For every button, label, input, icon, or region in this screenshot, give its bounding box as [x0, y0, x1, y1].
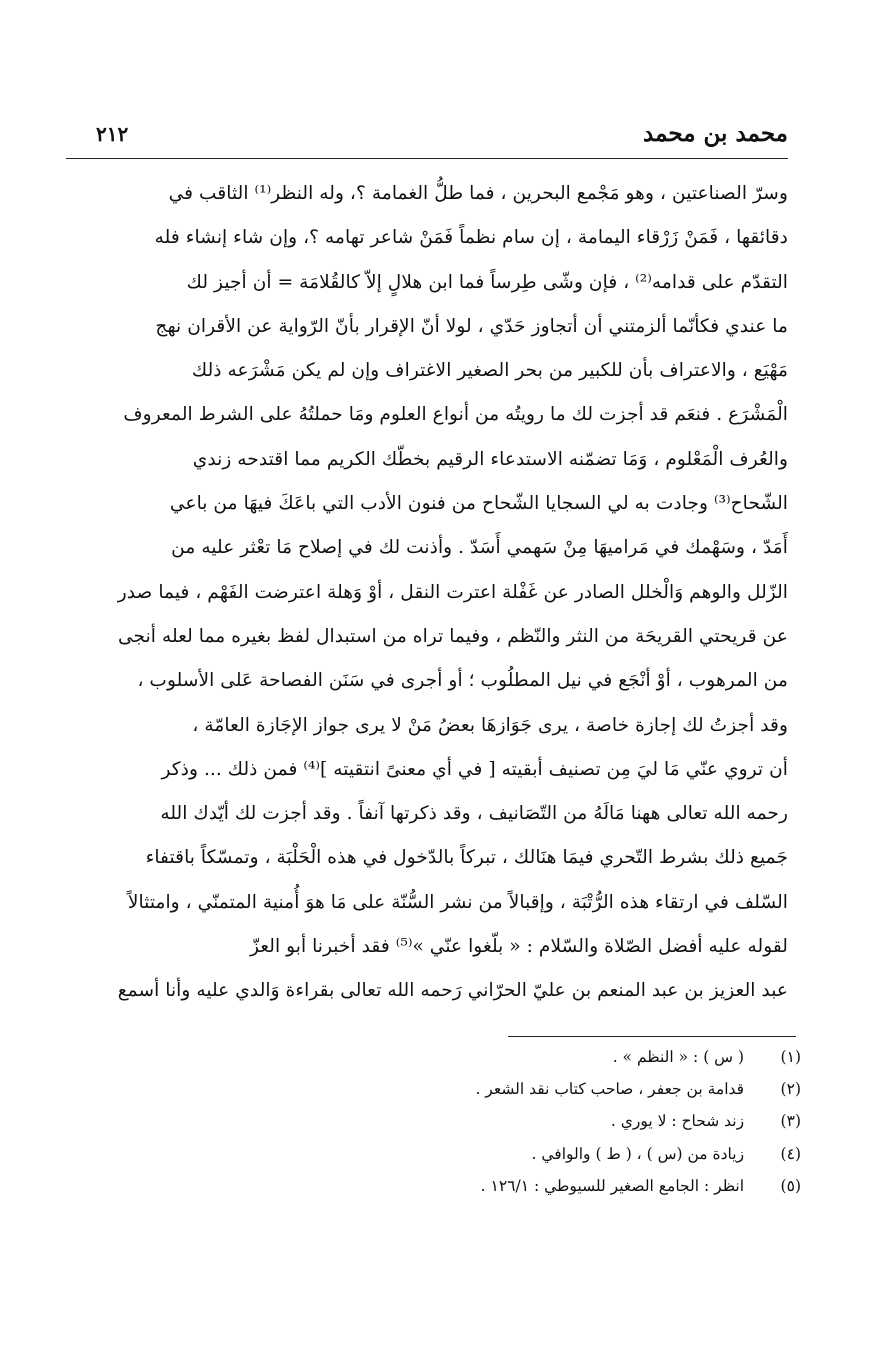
body-line: الزّلل والوهم وَالْخلل الصادر عن غَفْلة اعترت النقل ، أوْ وَهلة اعترضت الفَهْم ، فيما صدر — [117, 581, 788, 603]
body-line: الْمَشْرَع . فنعَم قد أجزت لك ما رويتُه من أنواع العلوم ومَا حملتُهُ على الشرط المعروف — [123, 404, 788, 426]
footnote-text: زيادة من (س ) ، ( ط ) والوافي . — [531, 1144, 745, 1163]
running-title: محمد بن محمد — [643, 120, 788, 147]
body-line: عبد العزيز بن عبد المنعم بن عليّ الحرّاني رَحمه الله تعالى بقراءة وَالدي عليه وأنا أسمع — [117, 980, 788, 1002]
body-line: وقد أجزتُ لك إجازة خاصة ، يرى جَوَازهَا بعضُ مَنْ لا يرى جواز الإجَازة العامّة ، — [192, 714, 788, 736]
footnote-number: (١) — [780, 1048, 801, 1066]
footnotes — [66, 1041, 801, 1202]
footnote-item — [66, 1138, 801, 1170]
footnote-number: (٥) — [780, 1176, 801, 1195]
body-line: السّلف في ارتقاء هذه الرُّتْبَة ، وإقبالاً من نشر السُّنّة على مَا هوَ أُمنية المتمنّي ، وامتثالاً — [127, 891, 788, 913]
body-line: من المرهوب ، أوْ أنْجَع في نيل المطلُوب ؛ أو أجرى في سَنَن الفصاحة عَلى الأسلوب ، — [137, 670, 788, 692]
footnote-number: (٢) — [780, 1080, 801, 1099]
footnote-text: انظر : الجامع الصغير للسيوطي : ١٢٦/١ . — [480, 1176, 745, 1195]
footnote-text: قدامة بن جعفر ، صاحب كتاب نقد الشعر . — [475, 1080, 745, 1099]
body-line: أَمَدّ ، وسَهْمك في مَراميهَا مِنْ سَهمي أَسَدّ . وأذنت لك في إصلاح مَا تعْثر عليه من — [171, 537, 788, 559]
body-line: والعُرف الْمَعْلوم ، وَمَا تضمّنه الاستدعاء الرقيم بخطّك الكريم مما اقتدحه زندي — [192, 448, 788, 470]
body-text — [66, 172, 788, 1014]
body-line: دقائقها ، فَمَنْ زَرْقاء اليمامة ، إن سام نظماً فَمَنْ شاعر تهامه ؟، وإن شاء إنشاء فله — [154, 227, 788, 249]
body-line: أن تروي عنّي مَا ليَ مِن تصنيف أبقيته [ في أي معنىً انتقيته ]⁽⁴⁾ فمن ذلك ... وذكر — [161, 758, 788, 780]
footnote-item — [66, 1073, 801, 1105]
page-number: ٢١٢ — [96, 122, 129, 146]
footnote-text: زند شحاح : لا يوري . — [610, 1112, 745, 1131]
footnote-separator — [508, 1036, 796, 1037]
footnote-number: (٤) — [780, 1144, 801, 1163]
body-line: ما عندي فكأنّما ألزمتني أن أتجاوز حَدّي ، لولا أنّ الإقرار بأنّ الرّواية عن الأقران نهج — [155, 315, 788, 337]
footnote-item — [66, 1041, 801, 1073]
body-line: لقوله عليه أفضل الصّلاة والسّلام : « بلّغوا عنّي »⁽⁵⁾ فقد أخبرنا أبو العزّ — [249, 936, 788, 958]
body-line: رحمه الله تعالى ههنا مَالَهُ من التّصَانيف ، وقد ذكرتها آنفاً . وقد أجزت لك أيّدك الله — [160, 803, 788, 825]
footnote-number: (٣) — [780, 1112, 801, 1131]
body-line: الشّحاح⁽³⁾ وجادت به لي السجايا الشّحاح من فنون الأدب التي باعَكَ فيهَا من باعي — [169, 493, 788, 515]
body-line: جَميع ذلك بشرط التّحري فيمَا هنَالك ، تبركاً بالدّخول في هذه الْحَلْبَة ، وتمسّكاً باقتفاء — [145, 847, 788, 869]
footnote-item — [66, 1170, 801, 1202]
body-line: وسرّ الصناعتين ، وهو مَجْمع البحرين ، فما طلُّ الغمامة ؟، وله النظر⁽¹⁾ الثاقب في — [168, 183, 788, 204]
footnote-text: ( س ) : « النظم » . — [612, 1048, 745, 1066]
page-header — [66, 114, 788, 159]
footnote-item — [66, 1105, 801, 1137]
body-line: التقدّم على قدامه⁽²⁾ ، فإن وشّى طِرساً فما ابن هلالٍ إلاّ كالقُلامَة = أن أجيز لك — [186, 271, 788, 293]
body-line: عن قريحتي القريحَة من النثر والنّظم ، وفيما تراه من استبدال لفظ بغيره مما لعله أنجى — [117, 625, 788, 647]
body-line: مَهْيَع ، والاعتراف بأن للكبير من بحر الصغير الاغتراف وإن لم يكن مَشْرَعه ذلك — [191, 360, 788, 382]
